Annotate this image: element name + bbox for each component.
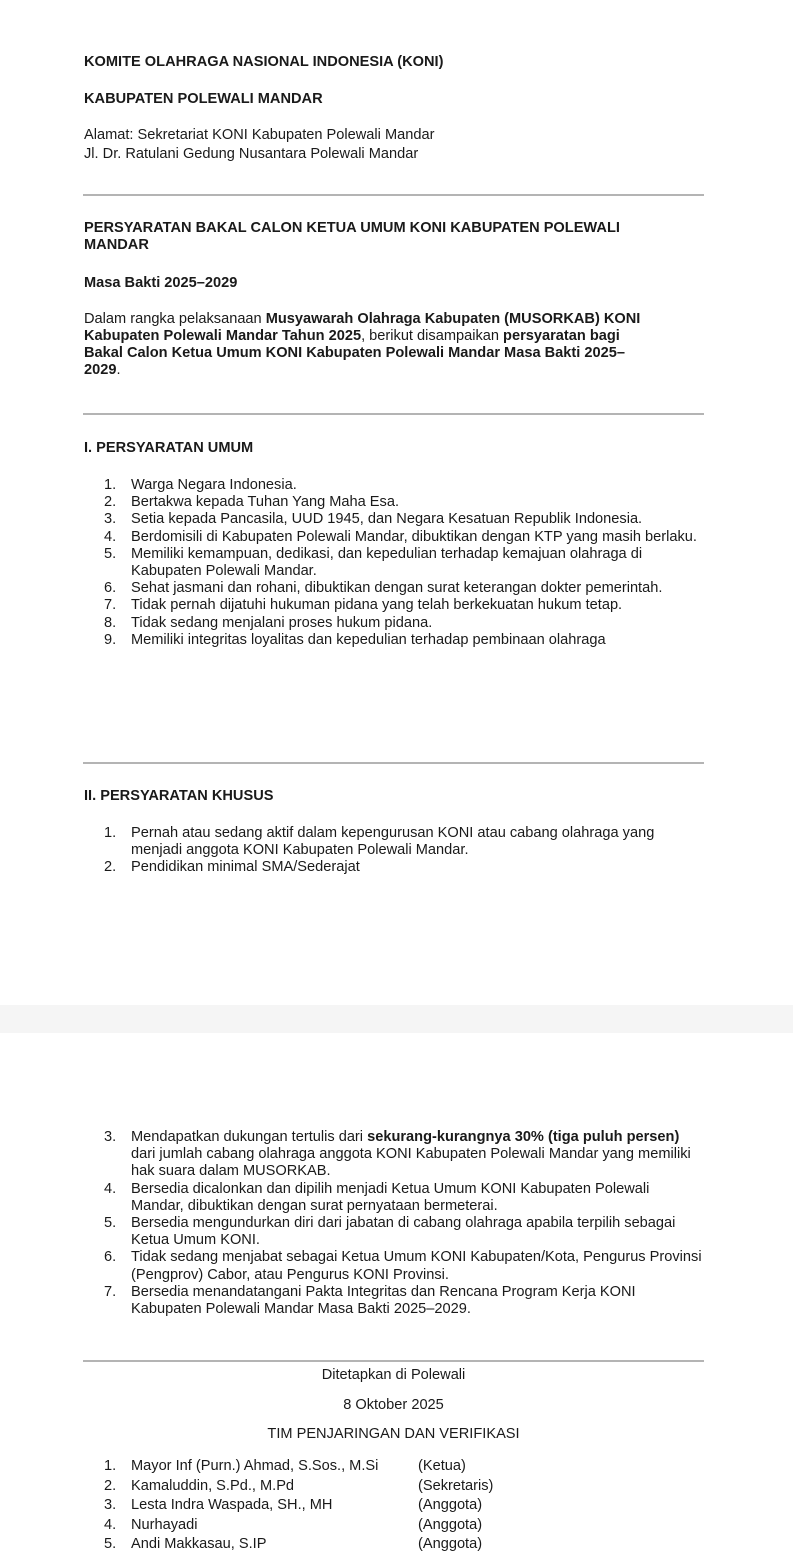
list-item: 2. Pendidikan minimal SMA/Sederajat [104,859,360,876]
issue-date: 8 Oktober 2025 [343,1397,444,1413]
team-title: TIM PENJARINGAN DAN VERIFIKASI [267,1426,520,1442]
list-item: 1. Warga Negara Indonesia. [104,477,297,493]
intro-text: Dalam rangka pelaksanaan [84,311,266,327]
doc-title-line-1: PERSYARATAN BAKAL CALON KETUA UMUM KONI KABUPATEN POLEWALI [84,220,620,236]
divider [83,413,704,415]
divider [83,1360,704,1362]
section-2-heading: II. PERSYARATAN KHUSUS [84,788,274,804]
team-member: 5. Andi Makkasau, S.IP (Anggota) [104,1535,378,1555]
intro-bold: Kabupaten Polewali Mandar Tahun 2025 [84,328,362,344]
place-of-issue: Ditetapkan di Polewali [321,1367,466,1383]
special-requirements-list-continued [104,1129,704,1318]
list-item: 5. Bersedia mengundurkan diri dari jabatan di cabang olahraga apabila terpilih sebagai Ketua Umum KONI. [104,1215,676,1249]
list-item: 9. Memiliki integritas loyalitas dan kepedulian terhadap pembinaan olahraga [104,631,606,648]
intro-text: , berikut disampaikan [361,328,504,344]
doc-title-line-2: MANDAR [84,237,149,253]
list-item: 3. Setia kepada Pancasila, UUD 1945, dan Negara Kesatuan Republik Indonesia. [104,511,643,528]
team-member: 3. Lesta Indra Waspada, SH., MH (Anggota) [104,1496,378,1516]
list-item: 3. Mendapatkan dukungan tertulis dari sekurang-kurangnya 30% (tiga puluh persen) dari jumlah cabang olahraga anggota KONI Kabupaten Polewali Mandar yang memiliki hak suara dalam MUSORKAB. [104,1129,691,1180]
member-role: (Anggota) [418,1536,483,1553]
intro-bold: Musyawarah Olahraga Kabupaten (MUSORKAB) KONI [265,311,641,327]
intro-bold: 2029 [84,362,117,378]
address-line-1: Alamat: Sekretariat KONI Kabupaten Polewali Mandar [84,127,435,143]
member-name: Kamaluddin, S.Pd., M.Pd [131,1477,295,1494]
member-role: (Ketua) [418,1458,466,1474]
intro-bold: persyaratan bagi [503,328,620,344]
team-members-list [104,1457,494,1555]
address-line-2: Jl. Dr. Ratulani Gedung Nusantara Polewali Mandar [84,146,419,162]
team-member: 2. Kamaluddin, S.Pd., M.Pd (Sekretaris) [104,1477,378,1497]
member-role: (Anggota) [418,1497,483,1514]
general-requirements-list [104,477,704,649]
list-item: 6. Sehat jasmani dan rohani, dibuktikan dengan surat keterangan dokter pemerintah. [104,580,663,597]
section-1-heading: I. PERSYARATAN UMUM [84,440,254,456]
period: Masa Bakti 2025–2029 [84,275,238,291]
member-role: (Anggota) [418,1516,483,1533]
org-name: KOMITE OLAHRAGA NASIONAL INDONESIA (KONI) [84,54,444,70]
list-item: 7. Tidak pernah dijatuhi hukuman pidana yang telah berkekuatan hukum tetap. [104,597,623,614]
member-name: Mayor Inf (Purn.) Ahmad, S.Sos., M.Si [131,1458,379,1474]
list-item: 8. Tidak sedang menjalani proses hukum pidana. [104,614,433,631]
member-name: Andi Makkasau, S.IP [131,1536,267,1553]
list-item: 4. Bersedia dicalonkan dan dipilih menjadi Ketua Umum KONI Kabupaten Polewali Mandar, dibuktikan dengan surat pernyataan bermeterai. [104,1180,650,1214]
list-item: 5. Memiliki kemampuan, dedikasi, dan kepedulian terhadap kemajuan olahraga di Kabupaten Polewali Mandar. [104,545,643,580]
team-member: 1. Mayor Inf (Purn.) Ahmad, S.Sos., M.Si (Ketua) [104,1457,378,1477]
team-member: 4. Nurhayadi (Anggota) [104,1516,378,1536]
divider [83,762,704,764]
list-item: 1. Pernah atau sedang aktif dalam kepengurusan KONI atau cabang olahraga yang menjadi anggota KONI Kabupaten Polewali Mandar. [104,825,655,859]
divider [83,194,704,196]
member-role: (Sekretaris) [418,1477,494,1494]
member-name: Nurhayadi [131,1516,198,1533]
regency-name: KABUPATEN POLEWALI MANDAR [84,91,323,107]
member-name: Lesta Indra Waspada, SH., MH [131,1497,333,1514]
list-item: 7. Bersedia menandatangani Pakta Integritas dan Rencana Program Kerja KONI Kabupaten Polewali Mandar Masa Bakti 2025–2029. [104,1283,636,1318]
intro-bold: Bakal Calon Ketua Umum KONI Kabupaten Polewali Mandar Masa Bakti 2025– [84,345,625,361]
document-page-2 [0,1033,793,1557]
list-item: 4. Berdomisili di Kabupaten Polewali Mandar, dibuktikan dengan KTP yang masih berlaku. [104,528,697,545]
intro-paragraph [84,311,704,379]
page-break [0,1005,793,1033]
list-item: 6. Tidak sedang menjabat sebagai Ketua Umum KONI Kabupaten/Kota, Pengurus Provinsi (Pengprov) Cabor, atau Pengurus KONI Provinsi. [104,1249,702,1283]
special-requirements-list [104,825,704,877]
intro-text: . [116,362,121,378]
list-item: 2. Bertakwa kepada Tuhan Yang Maha Esa. [104,494,400,511]
